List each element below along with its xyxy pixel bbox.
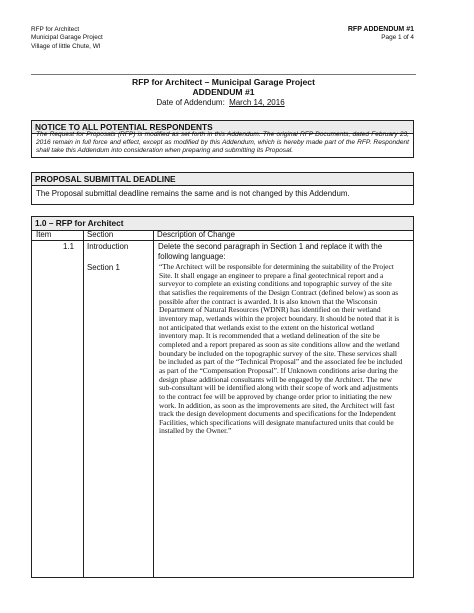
date-label: Date of Addendum: xyxy=(156,98,225,107)
header-addendum-label: RFP ADDENDUM #1 xyxy=(347,26,414,33)
changes-table xyxy=(31,230,414,578)
column-header-section: Section xyxy=(87,230,114,239)
document-title xyxy=(31,77,416,97)
header-left-line: Municipal Garage Project xyxy=(31,34,103,42)
title-line-2: ADDENDUM #1 xyxy=(192,87,255,97)
column-header-item: Item xyxy=(36,230,52,239)
row-item-number: 1.1 xyxy=(63,242,74,251)
row-section-name: Introduction xyxy=(87,242,129,251)
deadline-body: The Proposal submittal deadline remains the same and is not changed by this Addendum. xyxy=(31,185,414,205)
replacement-paragraph: “The Architect will be responsible for determining the suitability of the Project Site. It shall engage an engineer to prepare a final geotechnical report and a surveyor to complete an existing conditions and topographic survey of the site that satisfies the requirements of the Design Contract (defined below) as soon as possible after the contract is awarded. It is also known that the Wisconsin Department of Natural Resources (WDNR) has identified on their wetland inventory map, wetlands within the project boundary. It should be noted that it is not anticipated that wetlands exist to the extent on the historical wetland inventory map. It is recommended that a wetland delineation of the site be completed and a report prepared as soon as site conditions allow and the wetland boundary be included on the topographic survey of the site. These services shall be included as part of the “Technical Proposal” and the associated fee be included as part of the “Compensation Proposal”. If Unknown conditions arise during the design phase additional consultants will be engaged by the Architect. The new sub-consultant will be identified along with their scope of work and adjustments to the contract fee will be approved by change order prior to initiating the new work. In addition, as soon as the improvements are sited, the Architect will fast track the design development documents and specifications for the Independent Facilities, which specifications will designate manufactured units that could be installed by the Owner.” xyxy=(159,262,403,436)
header-divider xyxy=(31,74,416,75)
column-divider xyxy=(153,230,154,577)
column-header-description: Description of Change xyxy=(157,230,236,239)
row-description-intro: Delete the second paragraph in Section 1 and replace it with the following language: xyxy=(158,242,383,261)
column-divider xyxy=(83,230,84,577)
header-left xyxy=(31,26,103,51)
addendum-date xyxy=(31,98,416,107)
title-line-1: RFP for Architect – Municipal Garage Project xyxy=(132,77,315,87)
row-section-number: Section 1 xyxy=(87,263,120,272)
header-page-number: Page 1 of 4 xyxy=(381,34,414,42)
date-value: March 14, 2016 xyxy=(229,98,285,107)
header-left-line: RFP for Architect xyxy=(31,26,80,33)
header-right xyxy=(348,26,414,43)
header-left-line: Village of little Chute, WI xyxy=(31,42,101,50)
notice-body: The Request for Proposals (RFP) is modified as set forth in this Addendum. The original RFP Documents, dated February 23, 2016 remain in full force and effect, except as modified by this Addendum, which is hereby made part of the RFP. Respondent shall take this Addendum into consideration when preparing and submitting its Proposal. xyxy=(31,130,414,158)
section-heading: 1.0 – RFP for Architect xyxy=(31,216,414,231)
deadline-heading: PROPOSAL SUBMITTAL DEADLINE xyxy=(31,172,414,186)
notice-heading: NOTICE TO ALL POTENTIAL RESPONDENTS xyxy=(31,120,414,134)
